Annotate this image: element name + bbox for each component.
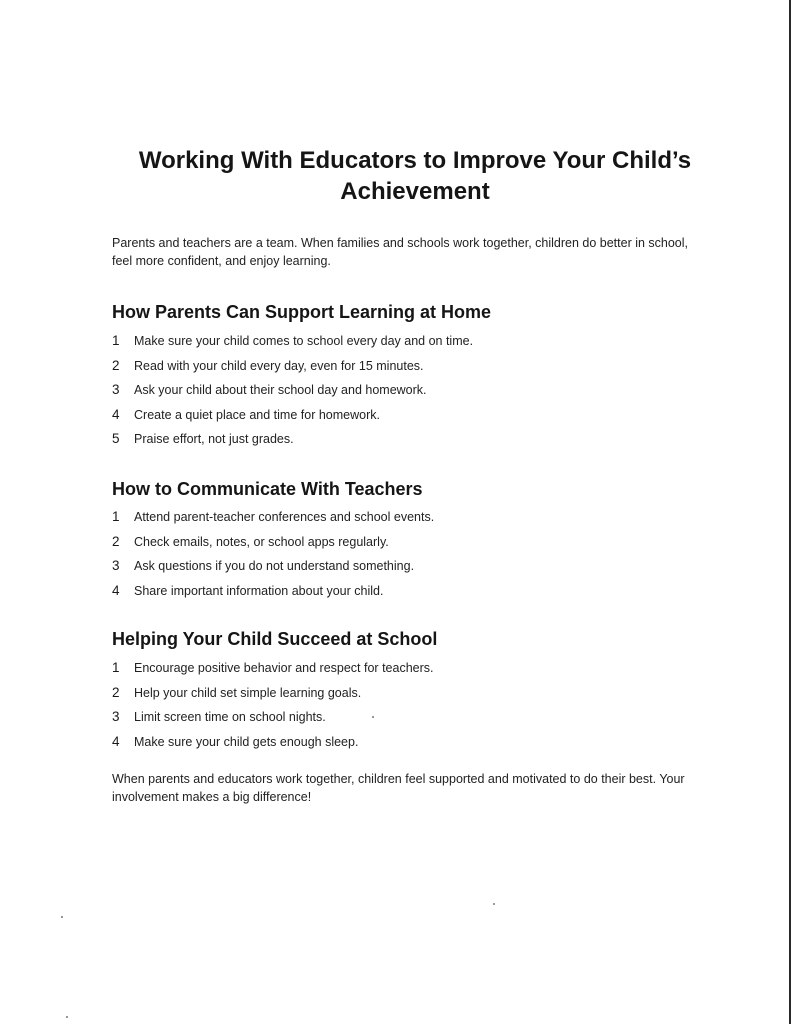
list-learning-at-home — [112, 332, 473, 455]
item-number: 2 — [112, 357, 120, 373]
item-text: Ask questions if you do not understand something. — [134, 559, 415, 573]
item-number: 1 — [112, 333, 120, 348]
list-item — [112, 684, 433, 709]
list-item — [112, 557, 434, 582]
scan-speck — [372, 716, 374, 718]
list-item — [112, 533, 434, 558]
list-item — [112, 406, 473, 431]
item-text: Read with your child every day, even for 15 minutes. — [134, 358, 424, 373]
item-number: 2 — [112, 684, 120, 700]
list-item — [112, 332, 473, 357]
list-item — [112, 508, 434, 533]
scan-speck — [66, 1016, 68, 1018]
list-item — [112, 430, 473, 455]
item-number: 4 — [112, 406, 120, 422]
document-title: Working With Educators to Improve Your Child’s Achievement — [138, 147, 692, 205]
list-succeed-at-school — [112, 659, 433, 757]
item-number: 4 — [112, 733, 120, 749]
item-text: Create a quiet place and time for homework. — [134, 407, 380, 422]
list-item — [112, 708, 433, 733]
section-heading-succeed-at-school: Helping Your Child Succeed at School — [112, 629, 438, 649]
scan-speck — [493, 903, 495, 905]
item-number: 1 — [112, 509, 120, 524]
item-text: Help your child set simple learning goals. — [134, 685, 362, 700]
list-item — [112, 357, 473, 382]
item-text: Make sure your child gets enough sleep. — [134, 734, 359, 749]
item-number: 2 — [112, 533, 120, 549]
item-number: 1 — [112, 660, 120, 675]
item-text: Limit screen time on school nights. — [134, 710, 326, 724]
item-text: Share important information about your child. — [134, 583, 384, 598]
section-heading-learning-at-home: How Parents Can Support Learning at Home — [112, 302, 492, 322]
list-item — [112, 381, 473, 406]
item-number: 3 — [112, 558, 120, 573]
item-text: Make sure your child comes to school every day and on time. — [134, 334, 474, 348]
item-number: 4 — [112, 582, 120, 598]
item-number: 5 — [112, 431, 120, 446]
intro-paragraph: Parents and teachers are a team. When families and schools work together, children do better in school, feel more confident, and enjoy learning. — [112, 236, 689, 268]
item-text: Praise effort, not just grades. — [134, 432, 294, 446]
list-item — [112, 582, 434, 607]
section-heading-communicate: How to Communicate With Teachers — [112, 479, 423, 499]
item-text: Ask your child about their school day and homework. — [134, 383, 427, 397]
closing-paragraph: When parents and educators work together, children feel supported and motivated to do their best. Your involvement makes a big difference! — [112, 772, 685, 804]
list-item — [112, 733, 433, 758]
item-number: 3 — [112, 709, 120, 724]
list-communicate — [112, 508, 434, 606]
item-text: Encourage positive behavior and respect for teachers. — [134, 661, 434, 675]
item-text: Check emails, notes, or school apps regularly. — [134, 534, 389, 549]
item-text: Attend parent-teacher conferences and school events. — [134, 510, 435, 524]
list-item — [112, 659, 433, 684]
item-number: 3 — [112, 382, 120, 397]
scan-speck — [61, 916, 63, 918]
